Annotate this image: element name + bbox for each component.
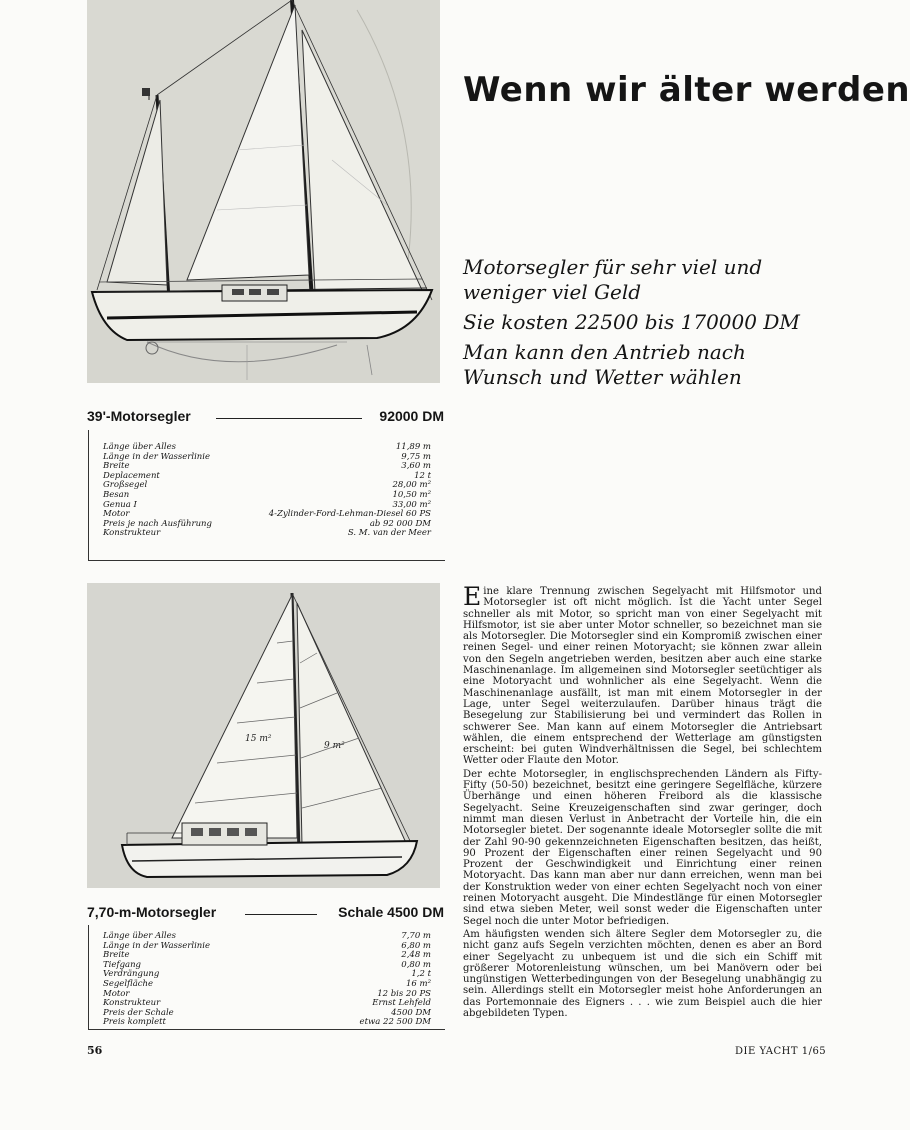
spec-value: 9,75 m	[401, 451, 431, 462]
spec-label: Tiefgang	[103, 959, 141, 970]
spec-label: Länge über Alles	[103, 931, 177, 941]
spec-row	[103, 471, 431, 481]
spec-value: 0,80 m	[401, 959, 431, 970]
spec-row	[103, 1017, 431, 1027]
spec-value: etwa 22 500 DM	[359, 1017, 431, 1028]
spec-row	[103, 998, 431, 1008]
spec-label: Deplacement	[103, 470, 160, 481]
spec-row	[103, 931, 431, 941]
boat2-jib-label: 9 m²	[324, 741, 345, 751]
spec-label: Preis der Schale	[103, 1007, 174, 1018]
subhead-line-4: Man kann den Antrieb nach	[463, 340, 746, 364]
spec-value: 12 t	[414, 470, 431, 481]
spec-row	[103, 960, 431, 970]
spec-label: Segelfläche	[103, 979, 154, 989]
spec-row	[103, 950, 431, 960]
subheadline	[463, 255, 858, 390]
page-number: 56	[87, 1044, 103, 1057]
spec-row	[103, 989, 431, 999]
spec-label: Motor	[103, 509, 130, 520]
spec-label: Preis je nach Ausführung	[103, 518, 212, 529]
drop-cap: E	[463, 582, 482, 611]
spec-value: 7,70 m	[401, 931, 431, 941]
article-paragraph-3: Am häufigsten wenden sich ältere Segler dem Motorsegler zu, die nicht ganz aufs Segeln verzichten möchten, denen es aber an Bord einer Segelyacht zu unbequem ist und die sich ein Schiff mit größerer Motorenleistung wünschen, um bei Manövern oder bei ungünstigen Wetterbedingungen von der Besegelung unabhängig zu sein. Allerdings stellt ein Motorsegler meist hohe Anforderungen an das Portemonnaie des Eigners . . . wie zum Beispiel auch die hier abgebildeten Typen.	[463, 928, 822, 1019]
boat1-illustration	[87, 0, 440, 383]
spec-value: S. M. van der Meer	[347, 528, 431, 539]
spec-label: Breite	[103, 461, 130, 472]
boat2-price: Schale 4500 DM	[338, 904, 444, 920]
spec-value: 28,00 m²	[392, 480, 431, 491]
spec-row	[103, 500, 431, 510]
subhead-line-5: Wunsch und Wetter wählen	[463, 365, 742, 389]
spec-label: Besan	[103, 490, 130, 500]
spec-row	[103, 1008, 431, 1018]
spec-value: 3,60 m	[401, 461, 431, 472]
spec-row	[103, 442, 431, 452]
spec-label: Genua I	[103, 499, 137, 510]
spec-row	[103, 969, 431, 979]
spec-label: Länge über Alles	[103, 442, 177, 452]
spec-label: Konstrukteur	[103, 998, 161, 1009]
spec-row	[103, 528, 431, 538]
boat2-photo	[87, 583, 440, 888]
spec-row	[103, 480, 431, 490]
spec-value: 6,80 m	[401, 940, 431, 951]
boat1-title-rule	[216, 418, 362, 419]
boat1-title: 39'-Motorsegler	[87, 408, 191, 424]
boat2-spec-table	[88, 925, 445, 1030]
spec-value: 4-Zylinder-Ford-Lehman-Diesel 60 PS	[268, 509, 431, 520]
spec-label: Länge in der Wasserlinie	[103, 451, 211, 462]
spec-value: 1,2 t	[411, 969, 431, 980]
boat2-title: 7,70-m-Motorsegler	[87, 904, 217, 920]
boat1-price: 92000 DM	[379, 408, 444, 424]
spec-row	[103, 452, 431, 462]
spec-label: Breite	[103, 950, 130, 961]
spec-row	[103, 509, 431, 519]
spec-value: Ernst Lehfeld	[372, 998, 431, 1009]
boat2-main-sail-label: 15 m²	[245, 734, 272, 744]
article-paragraph-1: Eine klare Trennung zwischen Segelyacht mit Hilfsmotor und Motorsegler ist oft nicht möglich. Ist die Yacht unter Segel schneller als mit Motor, so spricht man von einer Segelyacht mit Hilfsmotor, ist sie aber unter Motor schneller, so bezeichnet man sie als Motorsegler. Die Motorsegler sind ein Kompromiß zwischen einer reinen Segel- und einer reinen Motoryacht; sie können zwar allein von den Segeln angetrieben werden, besitzen aber auch eine starke Maschinenanlage. Im allgemeinen sind Motorsegler seetüchtiger als eine Motoryacht und wohnlicher als eine Segelyacht. Wenn die Maschinenanlage ausfällt, ist man mit einem Motorsegler in der Lage, unter Segel weiterzulaufen. Darüber hinaus trägt die Besegelung zur Stabilisierung bei und vermindert das Rollen in schwerer See. Man kann auf einem Motorsegler die Antriebsart wählen, die einem entsprechend der Wetterlage am günstigsten erscheint: bei guten Windverhältnissen die Segel, bei schlechtem Wetter oder Flaute den Motor.	[463, 582, 822, 767]
spec-value: 33,00 m²	[392, 499, 431, 510]
spec-label: Verdrängung	[103, 969, 160, 980]
spec-row	[103, 519, 431, 529]
boat1-spec-table	[88, 430, 445, 561]
magazine-issue: DIE YACHT 1/65	[735, 1046, 827, 1057]
article-body	[463, 582, 822, 1021]
spec-label: Großsegel	[103, 480, 148, 491]
article-paragraph-2: Der echte Motorsegler, in englischsprechenden Ländern als Fifty-Fifty (50-50) bezeichnet, besitzt eine geringere Segelfläche, kürzere Überhänge und einen höheren Freibord als die klassische Segelyacht. Seine Kreuzeigenschaften sind zwar geringer, doch nimmt man diesen Verlust in Anbetracht der Vorteile hin, die ein Motorsegler bietet. Der sogenannte ideale Motorsegler sollte die mit der Zahl 90-90 gekennzeichneten Eigenschaften besitzen, das heißt, 90 Prozent der Eigenschaften einer reinen Segelyacht und 90 Prozent der Geschwindigkeit und Einrichtung einer reinen Motoryacht. Das kann man aber nur dann erreichen, wenn man bei der Konstruktion weder von einer echten Segelyacht noch von einer reinen Motoryacht ausgeht. Die Mindestlänge für einen Motorsegler sind etwa sieben Meter, weil sonst weder die Eigenschaften unter Segel noch die unter Motor befriedigen.	[463, 768, 822, 927]
subhead-line-2: weniger viel Geld	[463, 280, 642, 304]
spec-row	[103, 941, 431, 951]
spec-value: 11,89 m	[395, 442, 431, 452]
spec-value: 4500 DM	[391, 1007, 431, 1018]
boat1-photo	[87, 0, 440, 383]
boat2-illustration	[87, 583, 440, 888]
spec-value: 10,50 m²	[392, 490, 431, 500]
spec-value: 2,48 m	[401, 950, 431, 961]
boat2-title-rule	[245, 914, 317, 915]
subhead-line-1: Motorsegler für sehr viel und	[463, 255, 763, 279]
subhead-line-3: Sie kosten 22500 bis 170000 DM	[463, 310, 800, 334]
spec-label: Konstrukteur	[103, 528, 161, 539]
spec-label: Preis komplett	[103, 1017, 166, 1028]
spec-row	[103, 490, 431, 500]
spec-value: 16 m²	[406, 979, 431, 989]
headline: Wenn wir älter werden	[463, 70, 910, 110]
spec-label: Länge in der Wasserlinie	[103, 940, 211, 951]
spec-label: Motor	[103, 988, 130, 999]
spec-row	[103, 461, 431, 471]
spec-row	[103, 979, 431, 989]
spec-value: 12 bis 20 PS	[377, 988, 431, 999]
spec-value: ab 92 000 DM	[369, 518, 431, 529]
